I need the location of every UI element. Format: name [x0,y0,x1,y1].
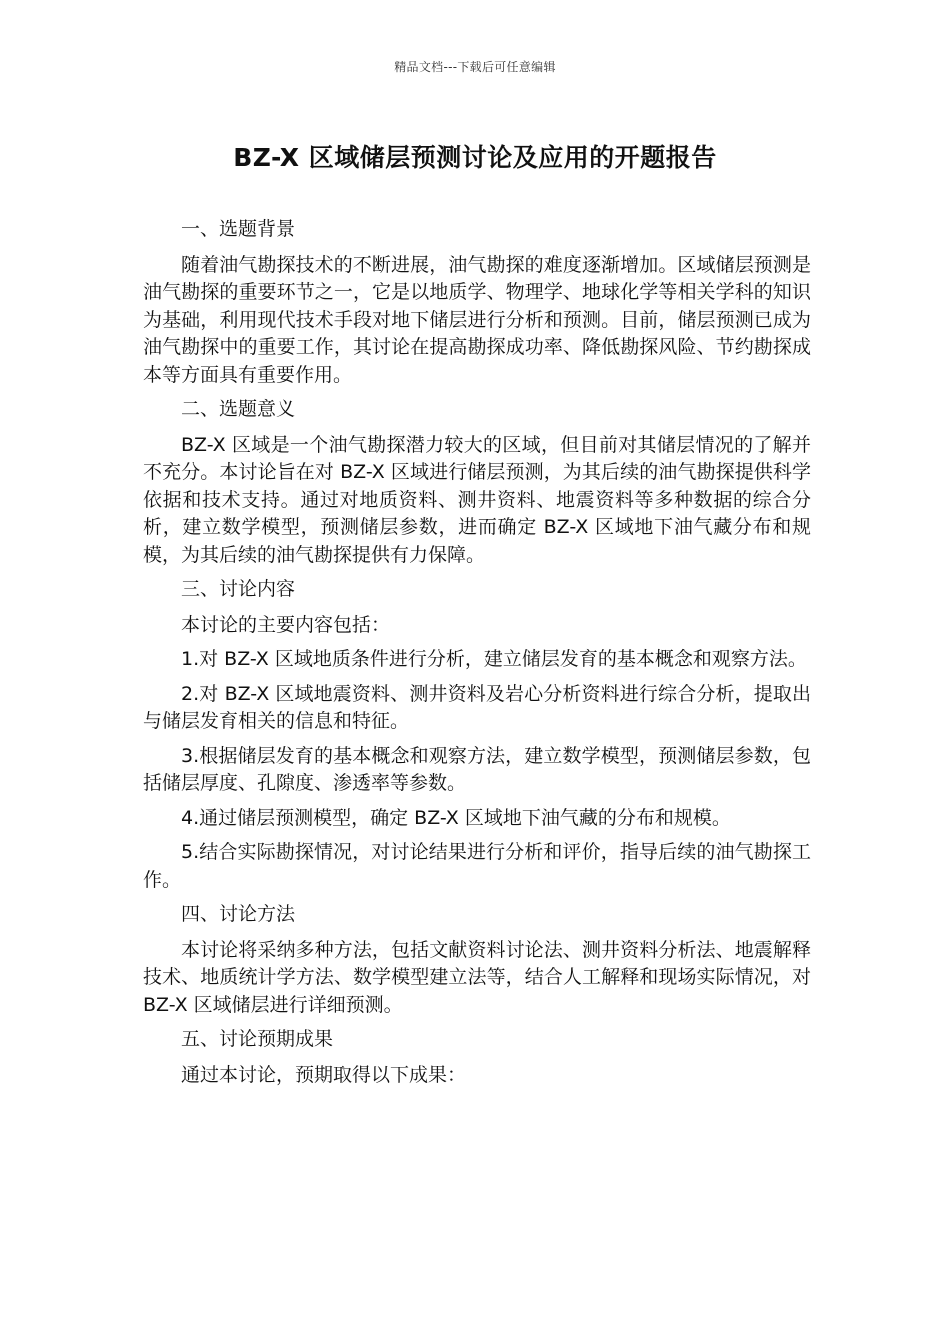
list-item-content-2: 2.对 BZ-X 区域地震资料、测井资料及岩心分析资料进行综合分析，提取出与储层发育相关的信息和特征。 [143,682,811,732]
page-header-note: 精品文档---下载后可任意编辑 [394,60,556,74]
document-body [143,216,811,1096]
section-heading-significance: 二、选题意义 [181,398,296,420]
paragraph-expected-results: 通过本讨论，预期取得以下成果： [181,1063,467,1086]
paragraph-content-intro: 本讨论的主要内容包括： [181,613,391,636]
section-heading-expected-results: 五、讨论预期成果 [181,1028,334,1050]
section-heading-methods: 四、讨论方法 [181,903,296,925]
section-heading-background: 一、选题背景 [181,218,296,240]
list-item-content-4: 4.通过储层预测模型，确定 BZ-X 区域地下油气藏的分布和规模。 [181,806,731,829]
paragraph-methods: 本讨论将采纳多种方法，包括文献资料讨论法、测井资料分析法、地震解释技术、地质统计学方法、数学模型建立法等，结合人工解释和现场实际情况，对 BZ-X 区域储层进行详细预测。 [143,938,811,1016]
paragraph-background: 随着油气勘探技术的不断进展，油气勘探的难度逐渐增加。区域储层预测是油气勘探的重要环节之一，它是以地质学、物理学、地球化学等相关学科的知识为基础，利用现代技术手段对地下储层进行分析和预测。目前，储层预测已成为油气勘探中的重要工作，其讨论在提高勘探成功率、降低勘探风险、节约勘探成本等方面具有重要作用。 [143,253,811,386]
document-title: BZ-X 区域储层预测讨论及应用的开题报告 [233,143,717,172]
paragraph-significance: BZ-X 区域是一个油气勘探潜力较大的区域，但目前对其储层情况的了解并不充分。本讨论旨在对 BZ-X 区域进行储层预测，为其后续的油气勘探提供科学依据和技术支持。通过对地质资料、测井资料、地震资料等多种数据的综合分析，建立数学模型，预测储层参数，进而确定 BZ-X 区域地下油气藏分布和规模，为其后续的油气勘探提供有力保障。 [143,433,811,566]
list-item-content-5: 5.结合实际勘探情况，对讨论结果进行分析和评价，指导后续的油气勘探工作。 [143,841,811,891]
list-item-content-3: 3.根据储层发育的基本概念和观察方法，建立数学模型，预测储层参数，包括储层厚度、孔隙度、渗透率等参数。 [143,744,811,794]
section-heading-content: 三、讨论内容 [181,578,296,600]
list-item-content-1: 1.对 BZ-X 区域地质条件进行分析，建立储层发育的基本概念和观察方法。 [181,648,807,670]
